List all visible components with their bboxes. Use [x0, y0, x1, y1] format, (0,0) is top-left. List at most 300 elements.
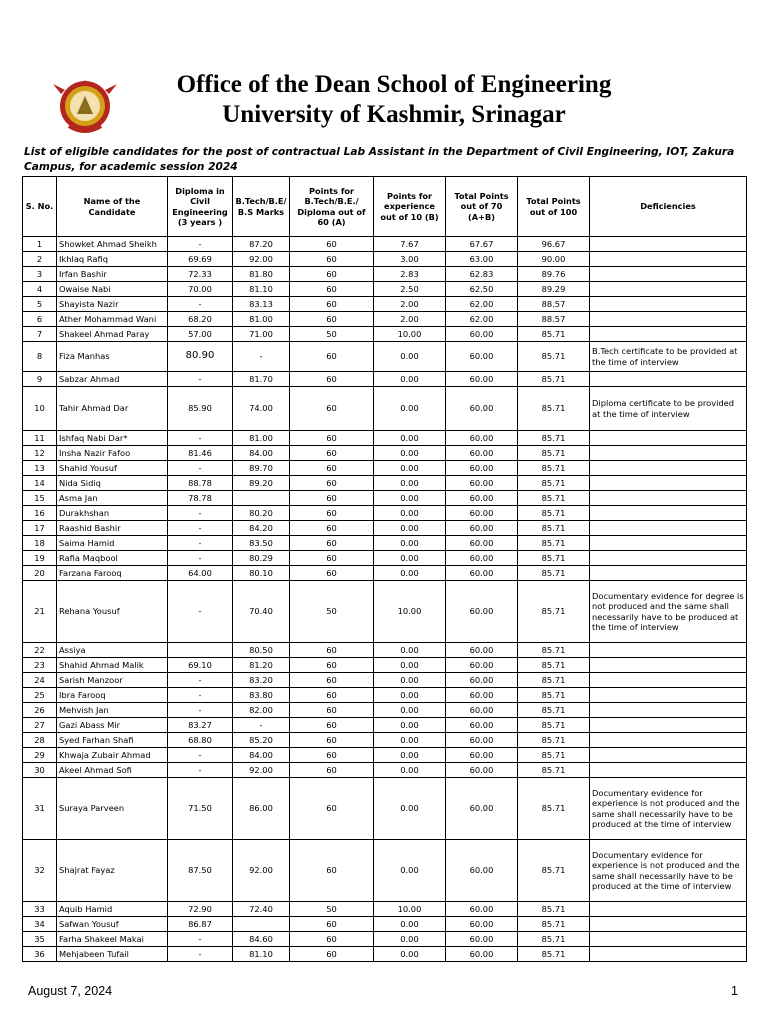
- table-row: [23, 446, 747, 461]
- table-cell: 60: [290, 718, 374, 733]
- table-cell: 60.00: [446, 778, 518, 840]
- table-cell: 0.00: [374, 387, 446, 431]
- table-cell: -: [168, 372, 233, 387]
- candidate-name: Assiya: [57, 643, 168, 658]
- table-cell: 50: [290, 581, 374, 643]
- table-cell: 23: [23, 658, 57, 673]
- table-cell: 62.00: [446, 312, 518, 327]
- deficiency-note: [590, 673, 747, 688]
- table-cell: 33: [23, 902, 57, 917]
- table-cell: 85.71: [518, 461, 590, 476]
- table-cell: 0.00: [374, 917, 446, 932]
- table-cell: 60: [290, 387, 374, 431]
- table-cell: 85.71: [518, 566, 590, 581]
- table-cell: -: [168, 536, 233, 551]
- table-cell: 60: [290, 491, 374, 506]
- candidate-name: Rehana Yousuf: [57, 581, 168, 643]
- table-cell: [168, 643, 233, 658]
- table-cell: 20: [23, 566, 57, 581]
- table-cell: -: [168, 506, 233, 521]
- table-cell: 60: [290, 673, 374, 688]
- table-cell: 85.71: [518, 643, 590, 658]
- table-row: [23, 312, 747, 327]
- table-row: [23, 461, 747, 476]
- deficiency-note: [590, 748, 747, 763]
- table-cell: 29: [23, 748, 57, 763]
- table-row: [23, 476, 747, 491]
- table-cell: 27: [23, 718, 57, 733]
- table-cell: 60.00: [446, 658, 518, 673]
- table-cell: 60.00: [446, 327, 518, 342]
- table-cell: 60: [290, 566, 374, 581]
- table-cell: 60: [290, 658, 374, 673]
- column-header: Total Points out of 70 (A+B): [446, 177, 518, 237]
- table-cell: 83.20: [233, 673, 290, 688]
- table-cell: 92.00: [233, 763, 290, 778]
- table-cell: 83.13: [233, 297, 290, 312]
- table-cell: 81.46: [168, 446, 233, 461]
- table-cell: 7: [23, 327, 57, 342]
- table-cell: 81.20: [233, 658, 290, 673]
- table-cell: 9: [23, 372, 57, 387]
- column-header: Points for experience out of 10 (B): [374, 177, 446, 237]
- table-cell: 92.00: [233, 840, 290, 902]
- table-cell: 25: [23, 688, 57, 703]
- table-cell: 89.29: [518, 282, 590, 297]
- table-cell: 78.78: [168, 491, 233, 506]
- table-cell: 60.00: [446, 917, 518, 932]
- deficiency-note: [590, 252, 747, 267]
- table-cell: 16: [23, 506, 57, 521]
- table-cell: 50: [290, 327, 374, 342]
- table-cell: 2: [23, 252, 57, 267]
- table-cell: 60.00: [446, 461, 518, 476]
- candidate-name: Raashid Bashir: [57, 521, 168, 536]
- table-cell: 81.70: [233, 372, 290, 387]
- column-header: Diploma in Civil Engineering (3 years ): [168, 177, 233, 237]
- deficiency-note: B.Tech certificate to be provided at the time of interview: [590, 342, 747, 372]
- table-cell: 69.10: [168, 658, 233, 673]
- deficiency-note: [590, 703, 747, 718]
- candidate-name: Irfan Bashir: [57, 267, 168, 282]
- deficiency-note: [590, 237, 747, 252]
- table-cell: 0.00: [374, 778, 446, 840]
- candidate-name: Tahir Ahmad Dar: [57, 387, 168, 431]
- table-cell: 81.00: [233, 312, 290, 327]
- table-cell: 10.00: [374, 902, 446, 917]
- table-row: [23, 506, 747, 521]
- list-description: List of eligible candidates for the post of contractual Lab Assistant in the Department of Civil Engineering, IOT, Zakura Campus, for academic session 2024: [24, 146, 735, 173]
- table-cell: 0.00: [374, 476, 446, 491]
- table-cell: 68.80: [168, 733, 233, 748]
- table-cell: 81.10: [233, 282, 290, 297]
- table-cell: 60: [290, 947, 374, 962]
- table-row: [23, 902, 747, 917]
- table-cell: 60.00: [446, 476, 518, 491]
- candidate-name: Ibra Farooq: [57, 688, 168, 703]
- candidate-name: Durakhshan: [57, 506, 168, 521]
- table-cell: 2.50: [374, 282, 446, 297]
- table-row: [23, 342, 747, 372]
- table-cell: 88.57: [518, 312, 590, 327]
- deficiency-note: [590, 902, 747, 917]
- table-cell: -: [168, 947, 233, 962]
- table-row: [23, 917, 747, 932]
- table-cell: 1: [23, 237, 57, 252]
- table-cell: 8: [23, 342, 57, 372]
- table-cell: 60: [290, 312, 374, 327]
- table-row: [23, 763, 747, 778]
- table-cell: 85.71: [518, 658, 590, 673]
- table-row: [23, 431, 747, 446]
- table-cell: -: [168, 763, 233, 778]
- table-row: [23, 658, 747, 673]
- table-row: [23, 643, 747, 658]
- table-cell: 60.00: [446, 733, 518, 748]
- deficiency-note: [590, 491, 747, 506]
- table-cell: 28: [23, 733, 57, 748]
- deficiency-note: [590, 536, 747, 551]
- table-cell: 84.00: [233, 446, 290, 461]
- table-cell: 80.10: [233, 566, 290, 581]
- table-row: [23, 778, 747, 840]
- table-cell: 10.00: [374, 327, 446, 342]
- table-cell: 85.71: [518, 947, 590, 962]
- table-cell: 85.71: [518, 703, 590, 718]
- table-cell: 72.33: [168, 267, 233, 282]
- table-cell: 70.40: [233, 581, 290, 643]
- table-cell: 13: [23, 461, 57, 476]
- table-cell: 62.00: [446, 297, 518, 312]
- table-cell: 11: [23, 431, 57, 446]
- table-cell: 85.71: [518, 581, 590, 643]
- deficiency-note: Documentary evidence for degree is not produced and the same shall necessarily have to be produced at the time of interview: [590, 581, 747, 643]
- deficiency-note: [590, 327, 747, 342]
- table-row: [23, 947, 747, 962]
- table-cell: 60: [290, 748, 374, 763]
- page-subtitle-university: University of Kashmir, Srinagar: [222, 101, 566, 128]
- table-cell: 89.70: [233, 461, 290, 476]
- table-cell: 85.71: [518, 840, 590, 902]
- table-row: [23, 521, 747, 536]
- deficiency-note: [590, 267, 747, 282]
- table-cell: 85.71: [518, 446, 590, 461]
- table-cell: 60.00: [446, 536, 518, 551]
- candidate-name: Shahid Ahmad Malik: [57, 658, 168, 673]
- table-cell: 85.71: [518, 763, 590, 778]
- table-cell: 80.29: [233, 551, 290, 566]
- table-row: [23, 840, 747, 902]
- table-cell: 0.00: [374, 658, 446, 673]
- table-cell: 85.71: [518, 902, 590, 917]
- table-cell: -: [233, 342, 290, 372]
- table-cell: 3.00: [374, 252, 446, 267]
- table-cell: 80.20: [233, 506, 290, 521]
- table-cell: 10: [23, 387, 57, 431]
- table-cell: 24: [23, 673, 57, 688]
- table-row: [23, 327, 747, 342]
- table-cell: 2.00: [374, 312, 446, 327]
- table-cell: 60: [290, 551, 374, 566]
- table-cell: 18: [23, 536, 57, 551]
- deficiency-note: [590, 372, 747, 387]
- table-cell: 2.00: [374, 297, 446, 312]
- deficiency-note: [590, 718, 747, 733]
- table-cell: 60.00: [446, 431, 518, 446]
- deficiency-note: [590, 643, 747, 658]
- deficiency-note: Documentary evidence for experience is not produced and the same shall necessarily have to be produced at the time of interview: [590, 778, 747, 840]
- table-cell: 60: [290, 536, 374, 551]
- table-cell: 30: [23, 763, 57, 778]
- table-cell: 0.00: [374, 932, 446, 947]
- table-cell: 85.71: [518, 733, 590, 748]
- table-cell: 60.00: [446, 643, 518, 658]
- column-header: B.Tech/B.E/ B.S Marks: [233, 177, 290, 237]
- table-cell: 60.00: [446, 748, 518, 763]
- table-cell: 60: [290, 932, 374, 947]
- deficiency-note: [590, 917, 747, 932]
- table-cell: 50: [290, 902, 374, 917]
- table-cell: 60: [290, 237, 374, 252]
- table-cell: 88.78: [168, 476, 233, 491]
- table-row: [23, 733, 747, 748]
- table-cell: 32: [23, 840, 57, 902]
- deficiency-note: Documentary evidence for experience is not produced and the same shall necessarily have to be produced at the time of interview: [590, 840, 747, 902]
- table-cell: 64.00: [168, 566, 233, 581]
- table-cell: 60: [290, 733, 374, 748]
- table-cell: 85.71: [518, 476, 590, 491]
- deficiency-note: [590, 551, 747, 566]
- table-cell: 21: [23, 581, 57, 643]
- table-cell: 60: [290, 297, 374, 312]
- table-cell: 60.00: [446, 551, 518, 566]
- table-cell: 34: [23, 917, 57, 932]
- table-cell: -: [168, 431, 233, 446]
- table-cell: 0.00: [374, 342, 446, 372]
- table-cell: 19: [23, 551, 57, 566]
- candidate-name: Shayista Nazir: [57, 297, 168, 312]
- table-cell: 85.71: [518, 673, 590, 688]
- table-cell: 0.00: [374, 643, 446, 658]
- table-cell: 10.00: [374, 581, 446, 643]
- table-row: [23, 372, 747, 387]
- table-cell: 0.00: [374, 733, 446, 748]
- table-cell: -: [168, 673, 233, 688]
- table-row: [23, 237, 747, 252]
- table-cell: 60.00: [446, 506, 518, 521]
- table-cell: 85.71: [518, 551, 590, 566]
- table-cell: 6: [23, 312, 57, 327]
- table-cell: 60.00: [446, 947, 518, 962]
- table-cell: -: [168, 237, 233, 252]
- table-row: [23, 566, 747, 581]
- table-cell: 67.67: [446, 237, 518, 252]
- table-cell: 60.00: [446, 718, 518, 733]
- table-cell: 60: [290, 643, 374, 658]
- candidate-name: Mehjabeen Tufail: [57, 947, 168, 962]
- table-cell: 69.69: [168, 252, 233, 267]
- candidate-name: Insha Nazir Fafoo: [57, 446, 168, 461]
- table-row: [23, 387, 747, 431]
- table-row: [23, 252, 747, 267]
- table-cell: 0.00: [374, 521, 446, 536]
- table-cell: 0.00: [374, 431, 446, 446]
- table-cell: 0.00: [374, 506, 446, 521]
- candidate-name: Shahid Yousuf: [57, 461, 168, 476]
- table-cell: -: [233, 718, 290, 733]
- table-cell: 0.00: [374, 372, 446, 387]
- table-row: [23, 282, 747, 297]
- table-cell: 0.00: [374, 673, 446, 688]
- table-cell: 17: [23, 521, 57, 536]
- column-header: Name of the Candidate: [57, 177, 168, 237]
- deficiency-note: Diploma certificate to be provided at the time of interview: [590, 387, 747, 431]
- table-row: [23, 536, 747, 551]
- table-cell: 85.71: [518, 917, 590, 932]
- deficiency-note: [590, 733, 747, 748]
- table-cell: 85.71: [518, 342, 590, 372]
- table-cell: 60: [290, 840, 374, 902]
- table-cell: 85.71: [518, 431, 590, 446]
- candidate-name: Nida Sidiq: [57, 476, 168, 491]
- footer-date: August 7, 2024: [28, 984, 113, 998]
- table-cell: 85.71: [518, 688, 590, 703]
- table-cell: 60.00: [446, 763, 518, 778]
- column-header: Total Points out of 100: [518, 177, 590, 237]
- table-cell: 85.71: [518, 387, 590, 431]
- table-cell: 12: [23, 446, 57, 461]
- table-cell: [233, 917, 290, 932]
- table-cell: 26: [23, 703, 57, 718]
- table-cell: 87.20: [233, 237, 290, 252]
- candidate-name: Saima Hamid: [57, 536, 168, 551]
- table-cell: 0.00: [374, 947, 446, 962]
- deficiency-note: [590, 658, 747, 673]
- table-cell: 5: [23, 297, 57, 312]
- table-cell: 35: [23, 932, 57, 947]
- deficiency-note: [590, 506, 747, 521]
- table-cell: 82.00: [233, 703, 290, 718]
- table-cell: 0.00: [374, 688, 446, 703]
- table-cell: 84.60: [233, 932, 290, 947]
- table-cell: 63.00: [446, 252, 518, 267]
- table-cell: 31: [23, 778, 57, 840]
- table-cell: -: [168, 748, 233, 763]
- table-row: [23, 718, 747, 733]
- table-cell: 85.71: [518, 932, 590, 947]
- candidate-name: Akeel Ahmad Sofi: [57, 763, 168, 778]
- table-cell: [233, 491, 290, 506]
- table-cell: 90.00: [518, 252, 590, 267]
- table-cell: -: [168, 461, 233, 476]
- table-cell: -: [168, 703, 233, 718]
- table-cell: 83.27: [168, 718, 233, 733]
- table-cell: 85.71: [518, 327, 590, 342]
- table-row: [23, 932, 747, 947]
- table-cell: 2.83: [374, 267, 446, 282]
- candidate-name: Rafia Maqbool: [57, 551, 168, 566]
- table-cell: 14: [23, 476, 57, 491]
- table-cell: 96.67: [518, 237, 590, 252]
- deficiency-note: [590, 947, 747, 962]
- table-row: [23, 267, 747, 282]
- deficiency-note: [590, 763, 747, 778]
- table-cell: 60.00: [446, 581, 518, 643]
- table-cell: 60.00: [446, 688, 518, 703]
- table-cell: 60.00: [446, 491, 518, 506]
- table-cell: 62.83: [446, 267, 518, 282]
- candidate-name: Mehvish Jan: [57, 703, 168, 718]
- table-cell: 60: [290, 506, 374, 521]
- deficiency-note: [590, 566, 747, 581]
- candidate-name: Safwan Yousuf: [57, 917, 168, 932]
- table-cell: 71.00: [233, 327, 290, 342]
- column-header: Deficiencies: [590, 177, 747, 237]
- table-cell: -: [168, 581, 233, 643]
- candidate-name: Asma Jan: [57, 491, 168, 506]
- table-cell: 74.00: [233, 387, 290, 431]
- deficiency-note: [590, 521, 747, 536]
- table-cell: 0.00: [374, 763, 446, 778]
- column-header: Points for B.Tech/B.E./ Diploma out of 60 (A): [290, 177, 374, 237]
- table-cell: 60: [290, 446, 374, 461]
- table-cell: 60: [290, 703, 374, 718]
- table-cell: 0.00: [374, 718, 446, 733]
- table-cell: 36: [23, 947, 57, 962]
- table-cell: 60.00: [446, 387, 518, 431]
- candidate-name: Ikhlaq Rafiq: [57, 252, 168, 267]
- table-cell: 81.00: [233, 431, 290, 446]
- table-cell: 60.00: [446, 840, 518, 902]
- table-cell: 60: [290, 476, 374, 491]
- table-cell: 60.00: [446, 521, 518, 536]
- table-cell: 85.90: [168, 387, 233, 431]
- candidate-name: Sabzar Ahmad: [57, 372, 168, 387]
- table-cell: 84.20: [233, 521, 290, 536]
- table-cell: 84.00: [233, 748, 290, 763]
- table-cell: 0.00: [374, 566, 446, 581]
- candidate-name: Owaise Nabi: [57, 282, 168, 297]
- table-cell: 80.90: [168, 342, 233, 372]
- candidate-name: Syed Farhan Shafi: [57, 733, 168, 748]
- table-cell: 0.00: [374, 703, 446, 718]
- table-cell: 88.57: [518, 297, 590, 312]
- deficiency-note: [590, 688, 747, 703]
- table-cell: 60.00: [446, 446, 518, 461]
- table-cell: 70.00: [168, 282, 233, 297]
- table-cell: 85.71: [518, 506, 590, 521]
- table-cell: 60: [290, 917, 374, 932]
- table-cell: 3: [23, 267, 57, 282]
- page-number: 1: [731, 984, 738, 998]
- table-cell: -: [168, 551, 233, 566]
- table-cell: -: [168, 688, 233, 703]
- table-cell: 87.50: [168, 840, 233, 902]
- table-cell: 62.50: [446, 282, 518, 297]
- table-cell: 60: [290, 521, 374, 536]
- table-cell: 0.00: [374, 446, 446, 461]
- table-cell: 60.00: [446, 902, 518, 917]
- candidate-name: Suraya Parveen: [57, 778, 168, 840]
- table-row: [23, 551, 747, 566]
- deficiency-note: [590, 312, 747, 327]
- candidate-name: Farha Shakeel Makai: [57, 932, 168, 947]
- table-row: [23, 673, 747, 688]
- candidate-name: Khwaja Zubair Ahmad: [57, 748, 168, 763]
- table-cell: 89.76: [518, 267, 590, 282]
- table-cell: 83.80: [233, 688, 290, 703]
- table-cell: 60.00: [446, 566, 518, 581]
